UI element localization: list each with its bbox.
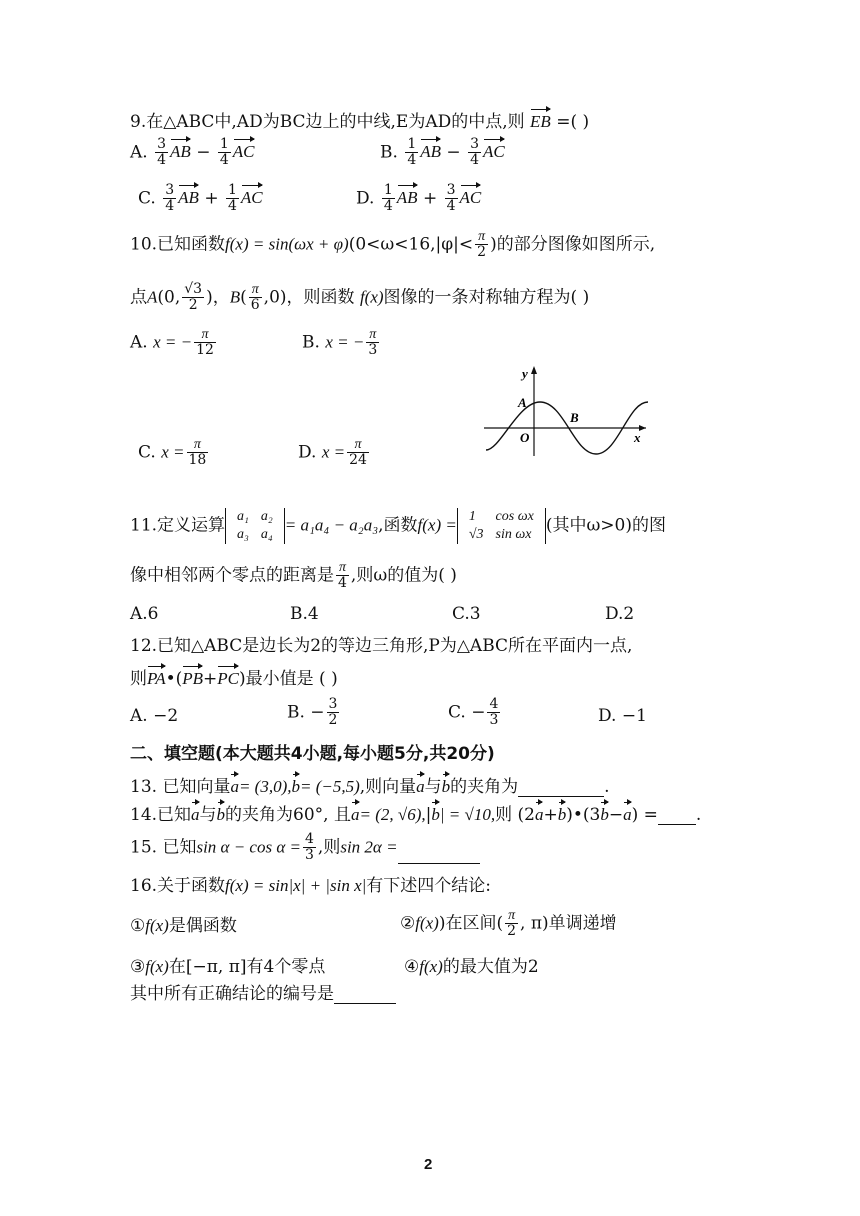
- q16-answer-line: 其中所有正确结论的编号是: [130, 984, 396, 1004]
- q10-option-d: D. x = $\frac{\pi}{24}$: [298, 437, 367, 469]
- q12-option-c: C. − $\frac{4}{3}$: [448, 696, 499, 729]
- q10-points-line: 点A(0, $\frac{√3}{2}$ )，B( $\frac{\pi}{6}$ ,0)，则函数 f(x)图像的一条对称轴方程为( ): [130, 281, 590, 314]
- q9-stem: 9.在△ABC中,AD为BC边上的中线,E为AD的中点,则 EB =( ): [130, 107, 589, 132]
- q10-option-c: C. x = $\frac{\pi}{18}$: [138, 437, 207, 469]
- page-number: 2: [424, 1156, 433, 1173]
- q14-answer-blank[interactable]: [658, 824, 696, 825]
- q10-option-b: B. x = − $\frac{\pi}{3}$: [302, 327, 378, 359]
- q15-stem: 15. 已知sin α − cos α = $\frac{4}{3}$ ,则sin 2α =: [130, 832, 480, 864]
- q11-stem: 11.定义运算 a₁ a₂ a₃ a₄ = a₁a₄ − a₂a₃,函数f(x) = 1 cos ωx √3 sin ωx (其中ω>0)的图: [130, 508, 666, 544]
- determinant-function: 1 cos ωx √3 sin ωx: [457, 508, 546, 544]
- origin-label: O: [520, 430, 530, 445]
- q16-answer-blank[interactable]: [334, 1003, 396, 1004]
- section-heading-fill-in: 二、填空题(本大题共4小题,每小题5分,共20分): [130, 744, 495, 764]
- vector-eb: EB: [530, 107, 551, 132]
- q13-stem: 13. 已知向量a= (3,0),b= (−5,5),则向量a与b的夹角为 .: [130, 772, 610, 797]
- y-axis-arrow: [531, 366, 537, 374]
- q9-option-a: A. $\frac{3}{4}$ AB − $\frac{1}{4}$ AC: [130, 136, 255, 169]
- y-axis-label: y: [522, 366, 528, 381]
- q16-conclusion-1: ①f(x)是偶函数: [130, 916, 237, 936]
- x-axis-label: x: [634, 430, 641, 445]
- q9-option-b: B. $\frac{1}{4}$ AB − $\frac{3}{4}$ AC: [380, 136, 505, 169]
- q10-option-a: A. x = − $\frac{\pi}{12}$: [130, 327, 214, 359]
- q11-line2: 像中相邻两个零点的距离是 $\frac{\pi}{4}$ ,则ω的值为( ): [130, 560, 457, 592]
- q11-option-a: A.6: [130, 604, 159, 624]
- q12-option-a: A. −2: [130, 706, 179, 726]
- q14-stem: 14.已知a与b的夹角为60°, 且a= (2, √6),|b| = √10,则 (2a+b)•(3b−a) = .: [130, 800, 701, 825]
- q9-option-d: D. $\frac{1}{4}$ AB + $\frac{3}{4}$ AC: [356, 182, 482, 215]
- q11-option-d: D.2: [605, 604, 635, 624]
- determinant-definition: a₁ a₂ a₃ a₄: [225, 508, 285, 544]
- q11-option-c: C.3: [452, 604, 481, 624]
- q13-answer-blank[interactable]: [518, 796, 604, 797]
- q15-answer-blank[interactable]: [398, 863, 480, 864]
- q12-option-b: B. − $\frac{3}{2}$: [287, 696, 338, 729]
- q12-stem: 12.已知△ABC是边长为2的等边三角形,P为△ABC所在平面内一点,: [130, 636, 633, 656]
- q12-line2: 则PA•(PB+PC)最小值是 ( ): [130, 664, 338, 689]
- q16-stem: 16.关于函数f(x) = sin|x| + |sin x|有下述四个结论:: [130, 876, 492, 896]
- q16-conclusion-3: ③f(x)在[−π, π]有4个零点: [130, 957, 326, 977]
- point-b-label: B: [570, 410, 579, 425]
- q16-conclusion-4: ④f(x)的最大值为2: [404, 957, 539, 977]
- point-a-label: A: [518, 395, 527, 410]
- q9-option-c: C. $\frac{3}{4}$ AB + $\frac{1}{4}$ AC: [138, 182, 263, 215]
- q12-option-d: D. −1: [598, 706, 647, 726]
- q11-option-b: B.4: [290, 604, 319, 624]
- q10-sine-graph: [478, 360, 658, 460]
- q16-conclusion-2: ②f(x))在区间( $\frac{\pi}{2}$ , π)单调递增: [400, 908, 617, 940]
- q10-stem: 10.已知函数f(x) = sin(ωx + φ)(0<ω<16,|φ|< $\frac{\pi}{2}$ )的部分图像如图所示,: [130, 229, 656, 261]
